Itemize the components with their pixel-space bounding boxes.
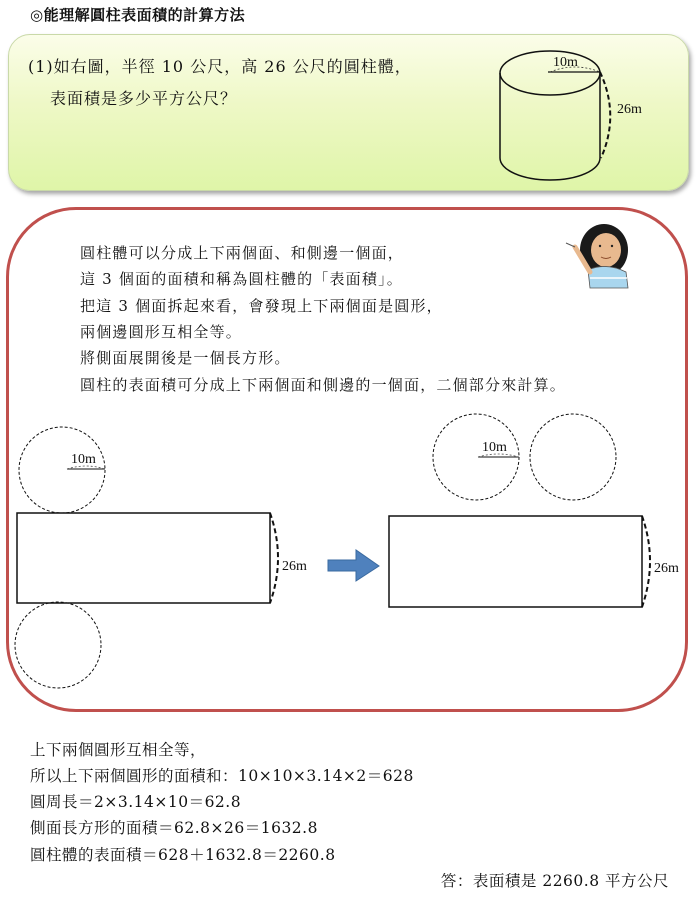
cylinder-height-label: 26m [617, 102, 642, 117]
explanation-line: 將側面展開後是一個長方形。 [80, 349, 291, 367]
net-left-radius-label: 10m [71, 452, 96, 467]
answer-line: 答：表面積是 2260.8 平方公尺 [440, 872, 669, 890]
explanation-line: 兩個邊圓形互相全等。 [80, 323, 243, 341]
net-right-height-label: 26m [654, 561, 679, 576]
explanation-line: 把這 3 個面拆起來看，會發現上下兩個面是圓形， [80, 297, 443, 315]
explanation-line: 這 3 個面的面積和稱為圓柱體的「表面積」。 [80, 270, 403, 288]
solution-line: 所以上下兩個圓形的面積和：10×10×3.14×2＝628 [30, 767, 414, 785]
net-left-height-label: 26m [282, 559, 307, 574]
solution-line: 圓周長＝2×3.14×10＝62.8 [30, 793, 242, 811]
solution-line: 圓柱體的表面積＝628＋1632.8＝2260.8 [30, 846, 336, 864]
solution-line: 側面長方形的面積＝62.8×26＝1632.8 [30, 819, 318, 837]
question-line-1: (1)如右圖，半徑 10 公尺，高 26 公尺的圓柱體， [28, 57, 412, 76]
solution-line: 上下兩個圓形互相全等， [30, 741, 207, 759]
net-right-radius-label: 10m [482, 440, 507, 455]
cylinder-radius-label: 10m [553, 55, 578, 70]
page-title: ◎能理解圓柱表面積的計算方法 [30, 6, 246, 24]
explanation-line: 圓柱體可以分成上下兩個面、和側邊一個面， [80, 244, 405, 262]
question-line-2: 表面積是多少平方公尺？ [50, 89, 238, 108]
explanation-line: 圓柱的表面積可分成上下兩個面和側邊的一個面，二個部分來計算。 [80, 376, 567, 394]
